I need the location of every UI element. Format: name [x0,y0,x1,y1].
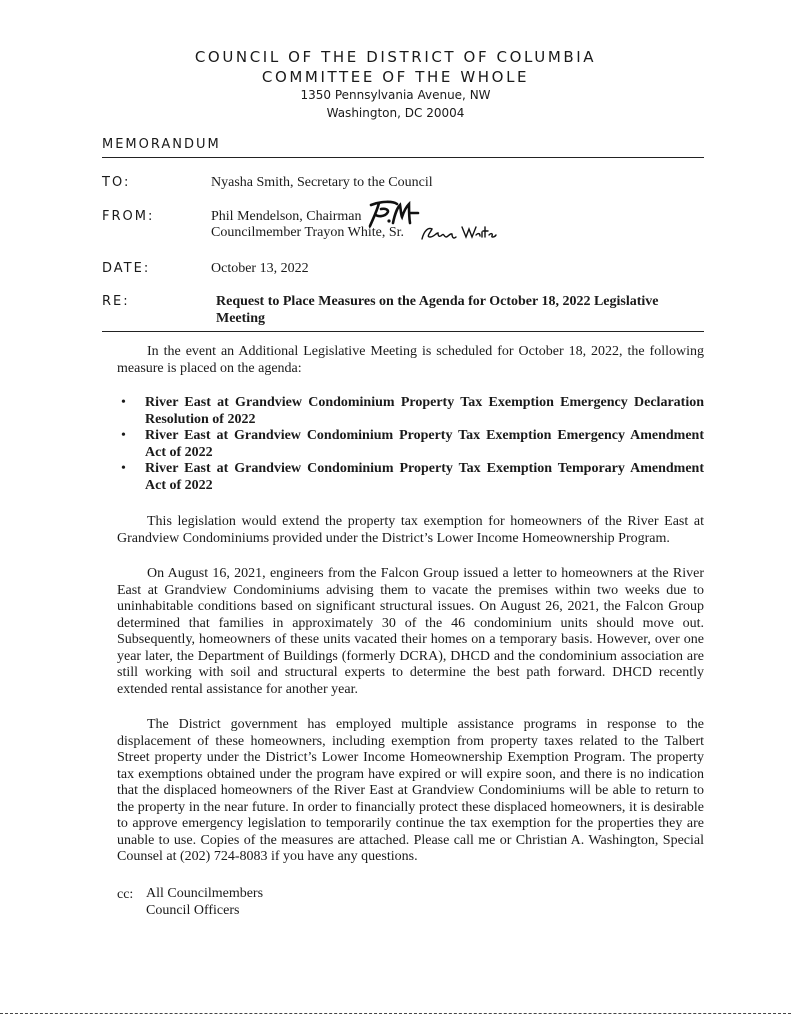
councilmember-signature [418,221,498,243]
measure-title: River East at Grandview Condominium Property Tax Exemption Temporary Amendment Act of 2022 [145,461,704,493]
legislation-text: This legislation would extend the property tax exemption for homeowners of the River East at Grandview Condominiums provided under the District’s Lower Income Homeownership Program. [117,514,704,546]
background-paragraph [117,566,704,698]
list-item [117,395,704,428]
memo-title: MEMORANDUM [102,137,221,152]
cc-recipient: Council Officers [146,902,240,918]
measure-title: River East at Grandview Condominium Property Tax Exemption Emergency Declaration Resolution of 2022 [145,395,704,427]
assistance-paragraph [117,717,704,866]
address-line-1: 1350 Pennsylvania Avenue, NW [300,88,491,102]
measures-list [117,395,704,494]
chairman-signature [367,199,421,229]
cc-recipients [146,886,263,919]
page-footer-edge [0,1013,791,1014]
address-line-2: Washington, DC 20004 [326,106,465,120]
bullet-icon: • [121,395,126,410]
from-label: FROM: [102,209,155,224]
date-value: October 13, 2022 [211,261,309,276]
legislation-paragraph [117,514,704,547]
bullet-icon: • [121,428,126,443]
to-label: TO: [102,175,131,190]
bullet-icon: • [121,461,126,476]
cc-label: cc: [117,887,134,902]
list-item [117,461,704,494]
from-value-chairman: Phil Mendelson, Chairman [211,209,362,224]
intro-paragraph [117,344,704,377]
from-value-councilmember: Councilmember Trayon White, Sr. [211,225,405,240]
re-subject: Request to Place Measures on the Agenda for October 18, 2022 Legislative Meeting [216,294,659,326]
header-divider [102,157,704,158]
committee-heading: COMMITTEE OF THE WHOLE [261,68,530,86]
cc-recipient: All Councilmembers [146,886,264,901]
memo-header-divider [102,331,704,332]
list-item [117,428,704,461]
background-text: On August 16, 2021, engineers from the Falcon Group issued a letter to homeowners at the River East at Grandview Condominiums advising them to vacate the premises within two weeks due to uninhabitable conditions based on significant structural issues. On August 26, 2021, the Falcon Group determined that families in approximately 30 of the 46 condominium units should move out. Subsequently, homeowners of these units vacated their homes on a temporary basis. However, over one year later, the Department of Buildings (formerly DCRA), DHCD and the condominium association are still working with soil and structural experts to determine the best path forward. DHCD recently extended rental assistance for another year. [117,566,704,697]
intro-text: In the event an Additional Legislative Meeting is scheduled for October 18, 2022, the following measure is placed on the agenda: [117,344,704,376]
date-label: DATE: [102,261,151,276]
organization-heading: COUNCIL OF THE DISTRICT OF COLUMBIA [194,48,597,66]
re-label: RE: [102,294,130,309]
assistance-text: The District government has employed multiple assistance programs in response to the displacement of these homeowners, including exemption from property taxes related to the Talbert Street property under the District’s Lower Income Homeownership Exemption Program. The property tax exemptions obtained under the program have expired or will expire soon, and there is no indication that the displaced homeowners of the River East at Grandview Condominiums will be able to return to the property in the near future. In order to financially protect these displaced homeowners, it is desirable to approve emergency legislation to temporarily continue the tax exemption for the properties they are unable to use. Copies of the measures are attached. Please call me or Christian A. Washington, Special Counsel at (202) 724-8083 if you have any questions. [117,717,704,864]
to-value: Nyasha Smith, Secretary to the Council [211,175,433,190]
measure-title: River East at Grandview Condominium Property Tax Exemption Emergency Amendment Act of 2022 [145,428,704,460]
